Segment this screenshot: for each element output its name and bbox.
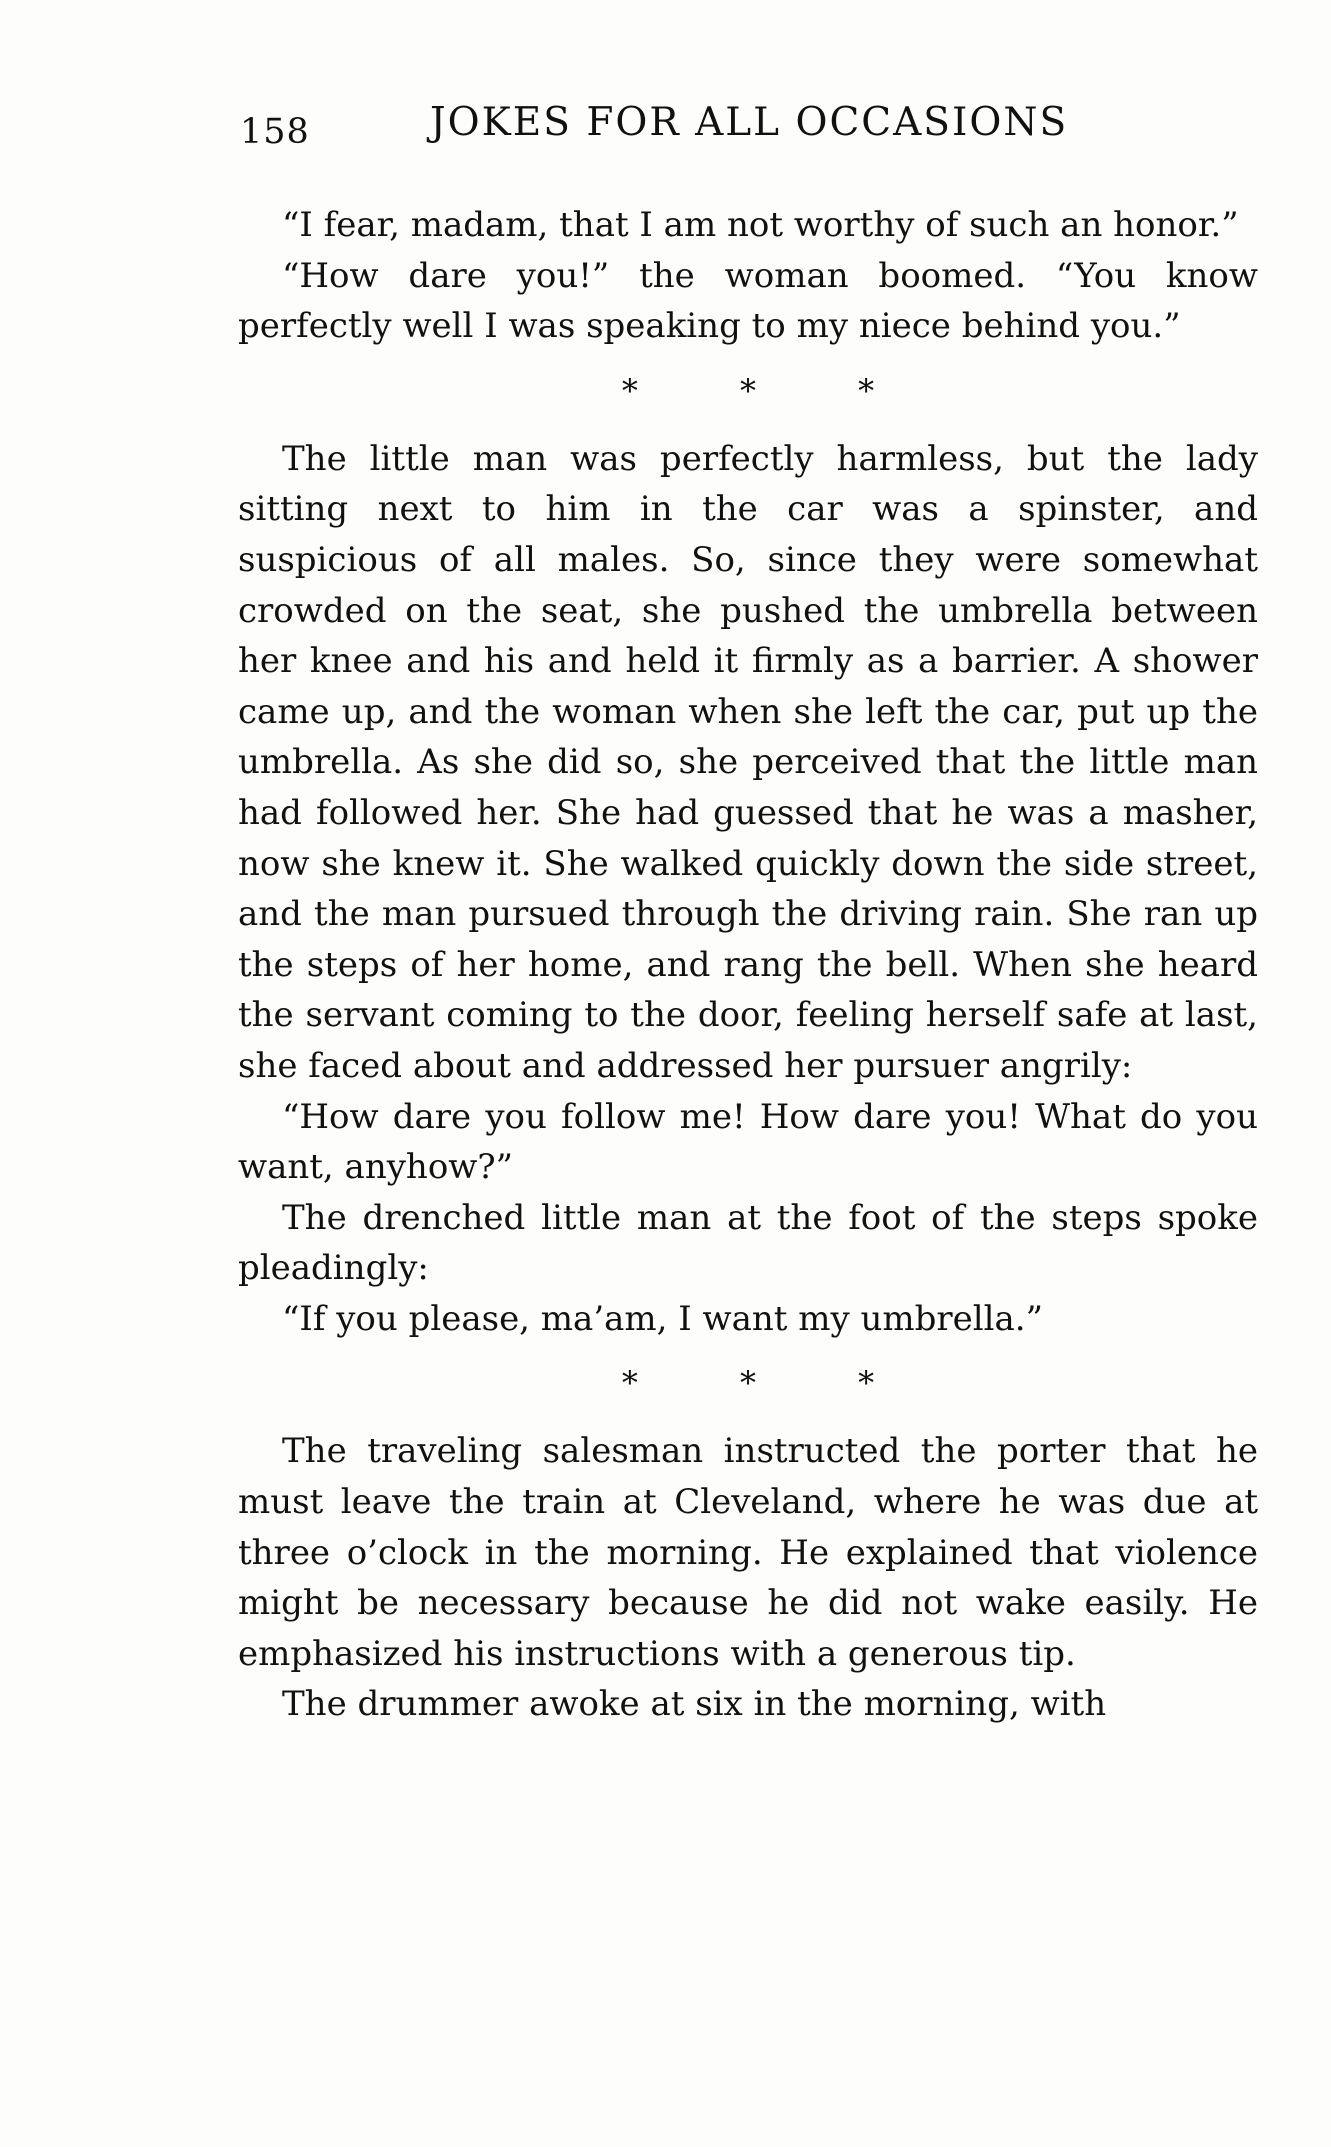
running-title: JOKES FOR ALL OCCASIONS (430, 100, 1069, 145)
paragraph: The little man was perfectly harmless, but the lady sitting next to him in the car was a spinster, and suspicious of all males. So, since they were somewhat crowded on the seat, she pushed the umbrella between her knee and his and held it firmly as a barrier. A shower came up, and the woman when she left the car, put up the umbrella. As she did so, she perceived that the little man had followed her. She had guessed that he was a masher, now she knew it. She walked quickly down the side street, and the man pursued through the driving rain. She ran up the steps of her home, and rang the bell. When she heard the servant coming to the door, feeling herself safe at last, she faced about and addressed her pursuer angrily: (238, 438, 1258, 1086)
paragraph: The traveling salesman instructed the porter that he must leave the train at Cleveland, where he was due at three o’clock in the morning. He explained that violence might be necessary because he did not wake easily. He emphasized his instructions with a generous tip. (238, 1431, 1258, 1674)
paragraph: The drenched little man at the foot of the steps spoke pleadingly: (238, 1197, 1258, 1289)
section-separator: * * * (621, 1364, 921, 1403)
page-number: 158 (240, 112, 310, 152)
running-head (240, 100, 1260, 160)
paragraph: The drummer awoke at six in the morning, with (282, 1684, 1107, 1725)
paragraph: “I fear, madam, that I am not worthy of such an honor.” (282, 205, 1239, 245)
body-text (238, 200, 1258, 1730)
paragraph: “How dare you follow me! How dare you! What do you want, anyhow?” (238, 1096, 1258, 1188)
paragraph: “How dare you!” the woman boomed. “You know perfectly well I was speaking to my niece behind you.” (238, 255, 1258, 347)
paragraph: “If you please, ma’am, I want my umbrella.” (282, 1298, 1043, 1339)
section-separator: * * * (621, 371, 921, 410)
